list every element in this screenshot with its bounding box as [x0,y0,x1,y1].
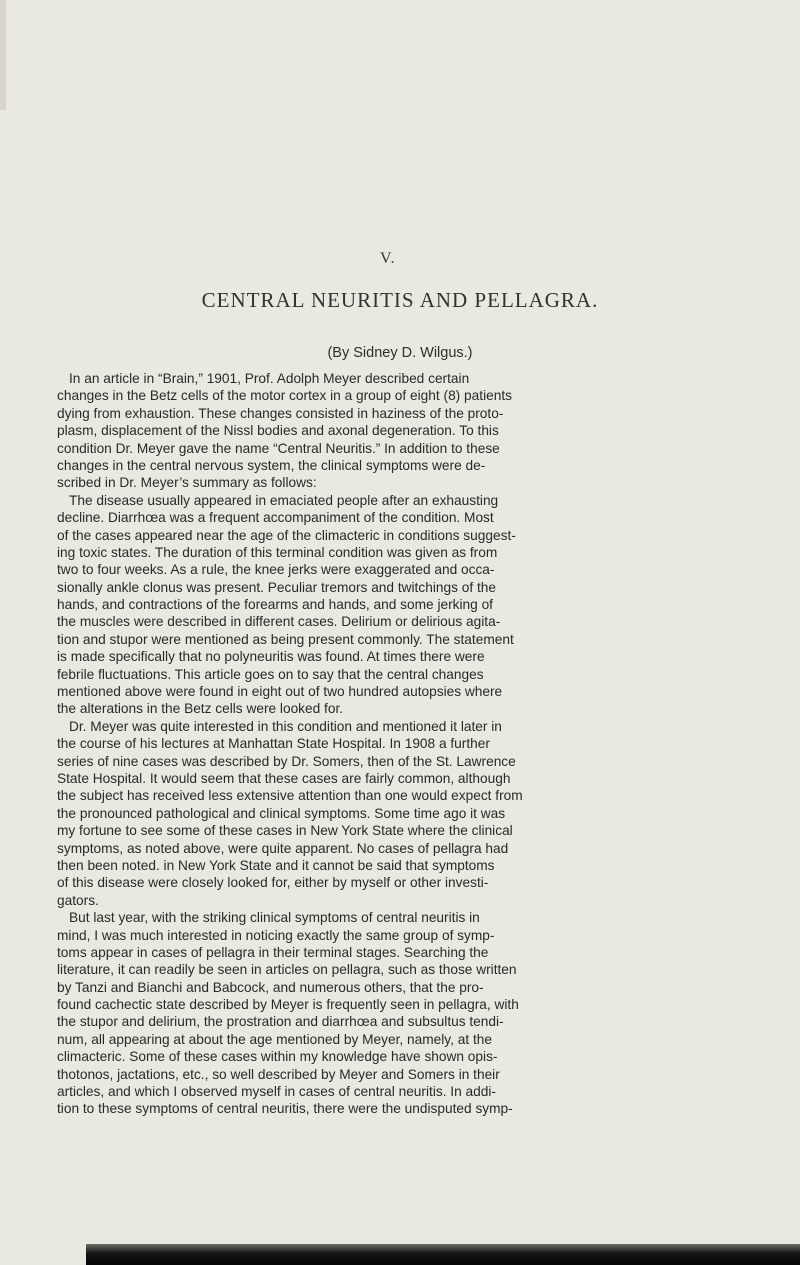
text-line: But last year, with the striking clinical symptoms of central neuritis in [69,910,480,926]
text-line: changes in the Betz cells of the motor cortex in a group of eight (8) patients [57,388,512,404]
text-line: mentioned above were found in eight out of two hundred autopsies where [57,684,503,700]
text-line: changes in the central nervous system, the clinical symptoms were de- [57,457,486,473]
text-line: tion to these symptoms of central neuritis, there were the undisputed symp- [57,1101,513,1117]
text-line: series of nine cases was described by Dr. Somers, then of the St. Lawrence [57,753,516,769]
text-line: the muscles were described in different cases. Delirium or delirious agita- [57,614,501,630]
text-line: literature, it can readily be seen in articles on pellagra, such as those written [57,962,517,978]
article-body [57,370,757,1118]
text-line: is made specifically that no polyneuritis was found. At times there were [57,649,485,665]
text-line: mind, I was much interested in noticing exactly the same group of symp- [57,927,495,943]
text-line: two to four weeks. As a rule, the knee jerks were exaggerated and occa- [57,562,495,578]
text-line: thotonos, jactations, etc., so well described by Meyer and Somers in their [57,1066,500,1082]
text-line: climacteric. Some of these cases within my knowledge have shown opis- [57,1049,498,1065]
text-line: the pronounced pathological and clinical symptoms. Some time ago it was [57,805,506,821]
text-line: gators. [57,892,99,908]
text-line: hands, and contractions of the forearms and hands, and some jerking of [57,597,493,613]
text-line: tion and stupor were mentioned as being present commonly. The statement [57,631,514,647]
text-line: then been noted. in New York State and it cannot be said that symptoms [57,857,495,873]
author-byline: (By Sidney D. Wilgus.) [327,345,473,361]
page-edge-shadow [0,0,6,110]
text-line: scribed in Dr. Meyer’s summary as follows: [57,475,317,491]
text-line: of the cases appeared near the age of the climacteric in conditions suggest- [57,527,516,543]
text-line: symptoms, as noted above, were quite apparent. No cases of pellagra had [57,840,509,856]
text-line: The disease usually appeared in emaciated people after an exhausting [69,492,499,508]
section-numeral: V. [380,250,396,267]
text-line: the subject has received less extensive attention than one would expect from [57,788,523,804]
text-line: febrile fluctuations. This article goes on to say that the central changes [57,666,484,682]
text-line: my fortune to see some of these cases in New York State where the clinical [57,823,513,839]
article-title: CENTRAL NEURITIS AND PELLAGRA. [201,288,599,312]
text-line: the stupor and delirium, the prostration and diarrhœa and subsultus tendi- [57,1014,504,1030]
text-line: ing toxic states. The duration of this terminal condition was given as from [57,544,498,560]
text-line: Dr. Meyer was quite interested in this condition and mentioned it later in [69,718,502,734]
text-line: toms appear in cases of pellagra in their terminal stages. Searching the [57,944,489,960]
text-line: condition Dr. Meyer gave the name “Central Neuritis.” In addition to these [57,440,500,456]
text-line: by Tanzi and Bianchi and Babcock, and numerous others, that the pro- [57,979,484,995]
text-line: State Hospital. It would seem that these cases are fairly common, although [57,770,511,786]
text-line: the alterations in the Betz cells were looked for. [57,701,344,717]
bottom-black-band [86,1244,800,1265]
text-line: sionally ankle clonus was present. Peculiar tremors and twitchings of the [57,579,496,595]
text-line: the course of his lectures at Manhattan State Hospital. In 1908 a further [57,736,490,752]
text-line: dying from exhaustion. These changes consisted in haziness of the proto- [57,405,504,421]
text-line: articles, and which I observed myself in cases of central neuritis. In addi- [57,1084,496,1100]
text-line: of this disease were closely looked for, either by myself or other investi- [57,875,489,891]
text-line: num, all appearing at about the age mentioned by Meyer, namely, at the [57,1031,492,1047]
text-line: In an article in “Brain,” 1901, Prof. Adolph Meyer described certain [69,371,470,386]
text-line: decline. Diarrhœa was a frequent accompaniment of the condition. Most [57,510,494,526]
text-line: plasm, displacement of the Nissl bodies and axonal degeneration. To this [57,423,499,439]
text-line: found cachectic state described by Meyer is frequently seen in pellagra, with [57,997,519,1013]
